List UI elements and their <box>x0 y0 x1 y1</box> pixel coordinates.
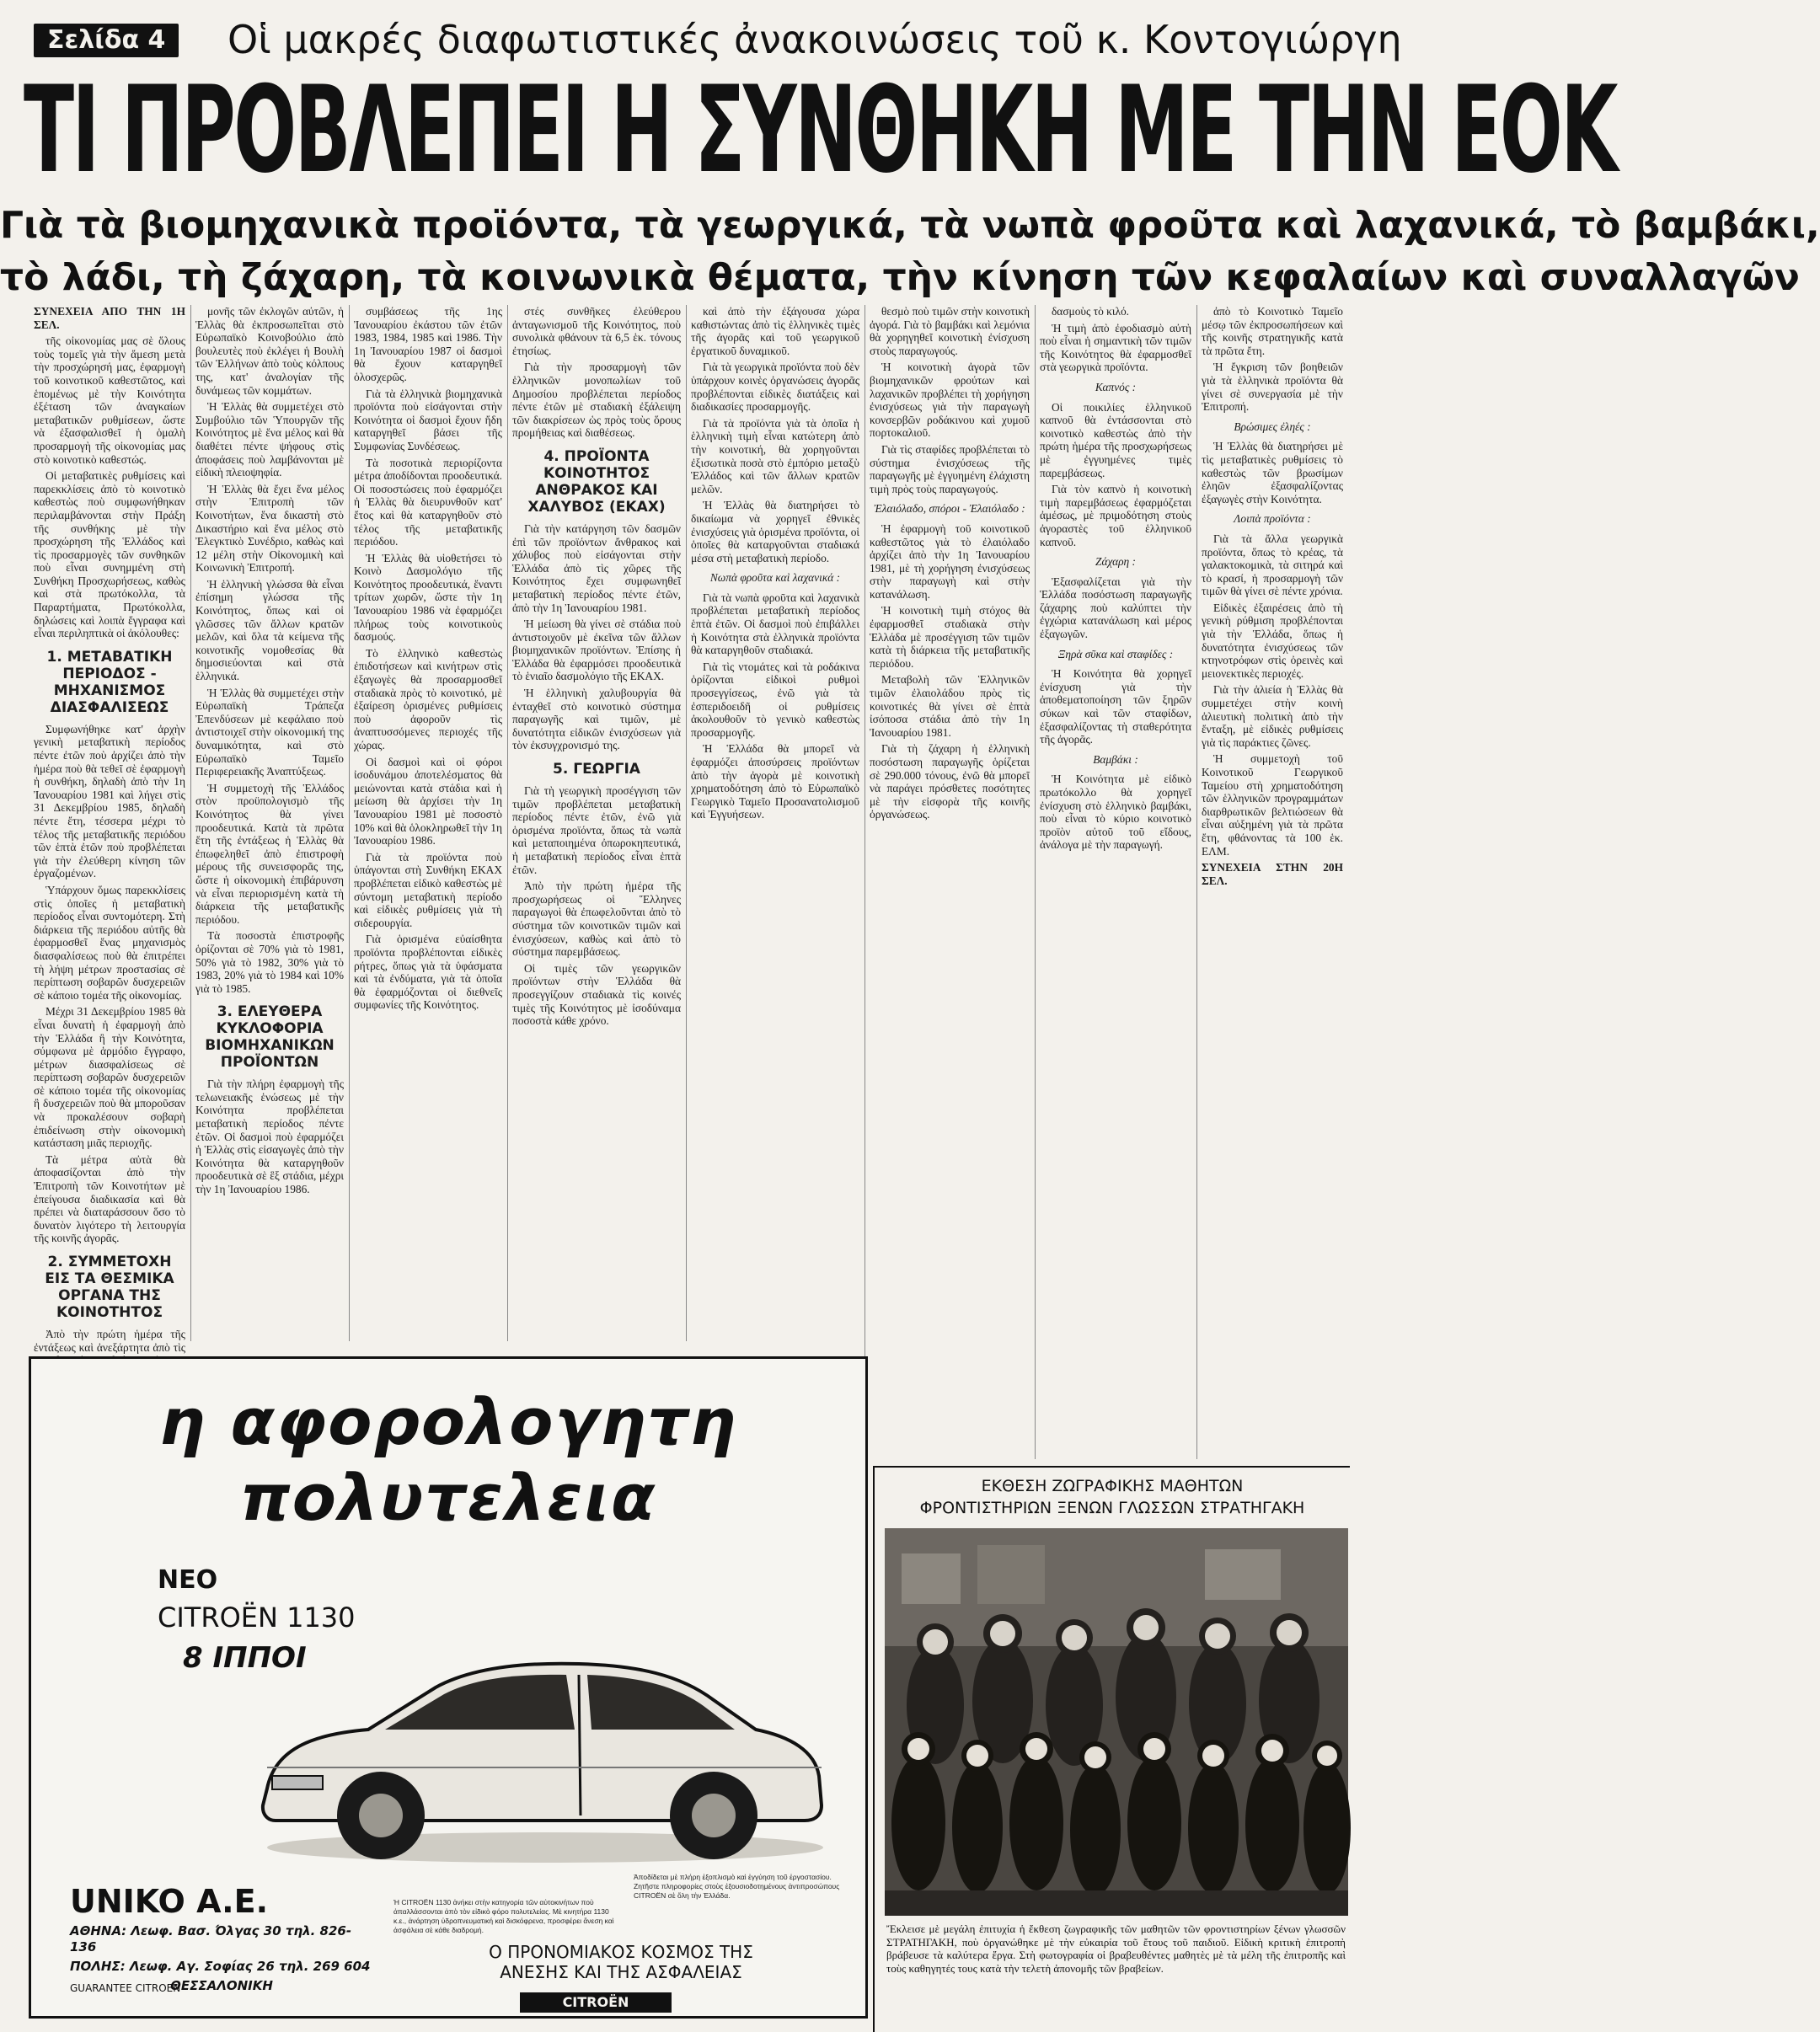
citroen-brand-bar: CITROËN <box>520 1992 672 2013</box>
paragraph: Ἡ Ἑλλὰς θὰ συμμετέχει στὴν Εὐρωπαϊκὴ Τράπεζα Ἐπενδύσεων μὲ κεφάλαιο ποὺ ἀντιστοιχεῖ στὴν οἰκονομική της δυναμικότητα, καὶ στὸ Εὐρωπαϊκὸ Ταμεῖο Περιφερειακῆς Ἀναπτύξεως. <box>195 686 344 778</box>
paragraph: Τὸ ἑλληνικὸ καθεστὼς ἐπιδοτήσεων καὶ κινήτρων στὶς ἐξαγωγὲς θὰ προσαρμοσθεῖ σταδιακὰ πρὸς τὸ κοινοτικό, μὲ ἐξαίρεση ὁρισμένες ρυθμίσεις ποὺ ἀφοροῦν τὶς ἀναπτυσσόμενες περιοχές τῆς χώρας. <box>354 646 502 751</box>
paragraph: Εἰδικὲς ἐξαιρέσεις ἀπὸ τὴ γενικὴ ρύθμιση προβλέπονται γιὰ τὴν Ἑλλάδα, ὅπως ἡ δυνατότητα ἐνισχύσεως τῶν κτηνοτρόφων στὶς ὀρεινὲς καὶ μειονεκτικὲς περιοχές. <box>1202 601 1343 680</box>
article-column-6 <box>870 305 1030 1459</box>
paragraph: Συμφωνήθηκε κατ' ἀρχὴν γενικὴ μεταβατικὴ περίοδος πέντε ἐτῶν ποὺ ἀρχίζει ἀπὸ τὴν ἡμέρα ποὺ θὰ τεθεῖ σὲ ἐφαρμογὴ ἡ συνθήκη, δηλαδὴ ἀπὸ τὴν 1η Ἰανουαρίου 1981 καὶ λήγει στὶς 31 Δεκεμβρίου 1985, δηλαδὴ πέντε ἔτη, τέσσερα μέχρι τὸ τέλος τῆς μεταβατικῆς περιόδου τῶν ἑπτὰ ἐτῶν ποὺ προβλέπεται γιὰ τὴν ἐλεύθερη κίνηση τῶν ἐργαζομένων. <box>34 722 185 880</box>
continuation-to-page-20: ΣΥΝΕΧΕΙΑ ΣΤΗΝ 20Η ΣΕΛ. <box>1202 861 1343 887</box>
dealer-name: UNIKO A.E. <box>70 1883 269 1920</box>
paragraph: Ἀπὸ τὴν πρώτη ἡμέρα τῆς ἐντάξεως καὶ ἀνεξάρτητα ἀπὸ τὶς <box>34 1328 185 1354</box>
paragraph: Ἡ Ἑλλάδα θὰ μπορεῖ νὰ ἐφαρμόζει ἀποσύρσεις προϊόντων ἀπὸ τὴν ἀγορὰ μὲ κοινοτικὴ χρηματοδότηση ἀπὸ τὸ Εὐρωπαϊκὸ Γεωργικὸ Ταμεῖο Προσανατολισμοῦ καὶ Ἐγγυήσεων. <box>691 742 859 821</box>
article-column-3 <box>354 305 502 1341</box>
guarantee-label: GUARANTEE CITROEN <box>70 1982 181 1994</box>
photo-title-line-1: ΕΚΘΕΣΗ ΖΩΓΡΑΦΙΚΗΣ ΜΑΘΗΤΩΝ <box>981 1477 1244 1495</box>
paragraph: Γιὰ τὰ προϊόντα ποὺ ὑπάγονται στὴ Συνθήκη ΕΚΑΧ προβλέπεται εἰδικὸ καθεστὼς μὲ σύντομη μεταβατικὴ περίοδο καὶ εἰδικὲς ρυθμίσεις γιὰ τὴ σιδερουργία. <box>354 850 502 929</box>
paragraph: ἀπὸ τὸ Κοινοτικὸ Ταμεῖο μέσῳ τῶν ἐκπροσωπήσεων καὶ τῆς κοινῆς στρατηγικῆς κατὰ τὰ πρῶτα ἔτη. <box>1202 305 1343 357</box>
subsection-heading: Ξηρὰ σῦκα καὶ σταφίδες : <box>1057 647 1174 660</box>
article-column-2 <box>195 305 344 1341</box>
paragraph: Γιὰ ὁρισμένα εὐαίσθητα προϊόντα προβλέπονται εἰδικὲς ρήτρες, ὅπως γιὰ τὰ ὑφάσματα καὶ τὰ ἐνδύματα, γιὰ τὰ ὁποῖα θὰ ἐφαρμόζονται οἱ διεθνεῖς συμφωνίες τῆς Κοινότητος. <box>354 933 502 1012</box>
paragraph: Ἡ Ἑλλὰς θὰ ἔχει ἕνα μέλος στὴν Ἐπιτροπὴ τῶν Κοινοτήτων, ἕνα δικαστὴ στὸ Δικαστήριο καὶ ἕνα μέλος στὸ Ἐλεγκτικὸ Συνέδριο, καθὼς καὶ 12 μέλη στὴν Οἰκονομικὴ καὶ Κοινωνικὴ Ἐπιτροπή. <box>195 482 344 575</box>
citroen-advertisement <box>29 1356 868 2019</box>
column-divider <box>1035 305 1036 1459</box>
column-divider <box>864 305 865 1459</box>
article-column-1 <box>34 305 185 1354</box>
paragraph: Γιὰ τὰ προϊόντα γιὰ τὰ ὁποῖα ἡ ἑλληνικὴ τιμὴ εἶναι κατώτερη ἀπὸ τὴν κοινοτική, θὰ χορηγοῦνται ἐξισωτικὰ ποσὰ στὸ ἐμπόριο μεταξὺ Ἑλλάδος καὶ τῶν ἄλλων κρατῶν μελῶν. <box>691 416 859 495</box>
ad-tagline-line-2: ΑΝΕΣΗΣ ΚΑΙ ΤΗΣ ΑΣΦΑΛΕΙΑΣ <box>500 1962 742 1982</box>
column-divider <box>686 305 687 1341</box>
paragraph: συμβάσεως τῆς 1ης Ἰανουαρίου ἐκάστου τῶν ἐτῶν 1983, 1984, 1985 καὶ 1986. Τὴν 1η Ἰανουαρίου 1987 οἱ δασμοὶ θὰ ἔχουν καταργηθεῖ ὁλοσχερῶς. <box>354 305 502 383</box>
ad-slogan-line-1: η αφορολογητη <box>159 1384 737 1459</box>
paragraph: Ἡ Κοινότητα μὲ εἰδικὸ πρωτόκολλο θὰ χορηγεῖ ἐνίσχυση στὸ ἑλληνικὸ βαμβάκι, ποὺ εἶναι τὸ κύριο κοινοτικὸ προϊὸν αὐτοῦ τοῦ εἴδους, ἀνάλογα μὲ τὴν παραγωγή. <box>1040 773 1191 852</box>
subsection-heading: Βρώσιμες ἐληές : <box>1234 420 1311 433</box>
paragraph: Ἐξασφαλίζεται γιὰ τὴν Ἑλλάδα ποσόστωση παραγωγῆς ζάχαρης ποὺ καλύπτει τὴν ἐγχώρια κατανάλωση καὶ μέρος ἐξαγωγῶν. <box>1040 575 1191 641</box>
paragraph: Γιὰ τὶς σταφίδες προβλέπεται τὸ σύστημα ἐνισχύσεως τῆς παραγωγῆς μὲ ἐγγυημένη ἐλάχιστη τιμὴ πρὸς τοὺς παραγωγούς. <box>870 442 1030 495</box>
article-column-5 <box>691 305 859 1341</box>
paragraph: Γιὰ τὴν προσαρμογὴ τῶν ἑλληνικῶν μονοπωλίων τοῦ Δημοσίου προβλέπεται περίοδος πέντε ἐτῶν μὲ σταδιακὴ ἐξάλειψη τῶν διακρίσεων ὡς πρὸς τοὺς ὅρους προμήθειας καὶ διαθέσεως. <box>512 361 681 440</box>
paragraph: Γιὰ τὴν πλήρη ἐφαρμογὴ τῆς τελωνειακῆς ἑνώσεως μὲ τὴν Κοινότητα προβλέπεται μεταβατικὴ περίοδος πέντε ἐτῶν. Οἱ δασμοὶ ποὺ ἐφαρμόζει ἡ Ἑλλὰς στὶς εἰσαγωγὲς ἀπὸ τὴν Κοινότητα θὰ καταργηθοῦν προοδευτικὰ σὲ ἓξ στάδια, μέχρι τὴν 1η Ἰανουαρίου 1986. <box>195 1077 344 1196</box>
paragraph: στές συνθῆκες ἐλεύθερου ἀνταγωνισμοῦ τῆς Κοινότητος, ποὺ συνολικὰ φθάνουν τὰ 6,5 ἑκ. τόνους ἐτησίως. <box>512 305 681 357</box>
ad-new-label: ΝΕΟ <box>158 1565 218 1595</box>
paragraph: τῆς οἰκονομίας μας σὲ ὅλους τοὺς τομεῖς γιὰ τὴν ἄμεση μετὰ τὴν προσχώρησή μας, ἐφαρμογὴ τοῦ κοινοτικοῦ καθεστῶτος, καὶ ἑπομένως μὲ τὴν Κοινότητα ἐξέταση τῶν ἀναγκαίων μεταβατικῶν ρυθμίσεων, ὥστε νὰ ἐξασφαλισθεῖ ἡ ὁμαλὴ προσαρμογὴ τῆς οἰκονομίας μας στὸ κοινοτικὸ καθεστώς. <box>34 334 185 466</box>
subsection-heading: Καπνός : <box>1095 380 1137 393</box>
paragraph: Μέχρι 31 Δεκεμβρίου 1985 θὰ εἶναι δυνατὴ ἡ ἐφαρμογὴ ἀπὸ τὴν Ἑλλάδα ἢ τὴν Κοινότητα, σύμφωνα μὲ ἁρμόδιο ἔγγραφο, μέτρων διασφαλίσεως σὲ περίπτωση σοβαρῶν δυσχερειῶν σὲ κάποιο τομέα τῆς οἰκονομίας ἢ δυσχερειῶν ποὺ θὰ μποροῦσαν νὰ προκαλέσουν σοβαρὴ ἐπιδείνωση στὴν οἰκονομικὴ κατάσταση μιᾶς περιοχῆς. <box>34 1005 185 1150</box>
paragraph: Τὰ μέτρα αὐτὰ θὰ ἀποφασίζονται ἀπὸ τὴν Ἐπιτροπὴ τῶν Κοινοτήτων μὲ ἐπείγουσα διαδικασία καὶ θὰ πρέπει νὰ διαταράσσουν ὅσο τὸ δυνατὸν λιγότερο τὴ λειτουργία τῆς κοινῆς ἀγορᾶς. <box>34 1152 185 1245</box>
column-divider <box>349 305 350 1341</box>
paragraph: Ἡ ἑλληνικὴ χαλυβουργία θὰ ἐνταχθεῖ στὸ κοινοτικὸ σύστημα παραγωγῆς καὶ τιμῶν, μὲ δυνατότητα εἰδικῶν ἐνισχύσεων γιὰ τὸν ἐκσυγχρονισμό της. <box>512 687 681 752</box>
paragraph: Οἱ μεταβατικὲς ρυθμίσεις καὶ παρεκκλίσεις ἀπὸ τὸ κοινοτικὸ καθεστὼς ποὺ συμφωνήθηκαν περιλαμβάνονται στὴν Πράξη τῆς συνθήκης μὲ τὴν προσχώρηση τῆς Ἑλλάδος καὶ τὶς προσαρμογὲς τῶν συνθηκῶν ποὺ εἶναι συνημμένη στὴ Συνθήκη Προσχωρήσεως, καθὼς καὶ στὰ πρωτόκολλα, τὰ Παραρτήματα, Πρωτόκολλα, δηλώσεις καὶ λοιπὰ ἔγγραφα καὶ εἶναι περιληπτικὰ οἱ ἀκόλουθες: <box>34 469 185 640</box>
article-column-7 <box>1040 305 1191 1459</box>
group-photo-illustration <box>885 1528 1348 1916</box>
dealer-block <box>70 1883 373 1994</box>
paragraph: μονῆς τῶν ἐκλογῶν αὐτῶν, ἡ Ἑλλὰς θὰ ἐκπροσωπεῖται στὸ Εὐρωπαϊκὸ Κοινοβούλιο ἀπὸ βουλευτὲς ποὺ ἐκλέγει ἡ Βουλὴ τῶν Ἑλλήνων ἀπὸ τοὺς κόλπους της, κατ' ἀναλογίαν τῆς δυνάμεως τῶν κομμάτων. <box>195 305 344 397</box>
paragraph: Γιὰ τὴ γεωργικὴ προσέγγιση τῶν τιμῶν προβλέπεται μεταβατικὴ περίοδος πέντε ἐτῶν, ἐνῶ γιὰ ὁρισμένα προϊόντα, ὅπως τὰ νωπὰ καὶ μεταποιημένα ὀπωροκηπευτικά, ἡ μεταβατικὴ περίοδος εἶναι ἑπτὰ ἐτῶν. <box>512 784 681 876</box>
paragraph: Γιὰ τὰ ἑλληνικὰ βιομηχανικὰ προϊόντα ποὺ εἰσάγονται στὴν Κοινότητα οἱ δασμοὶ ἔχουν ἤδη καταργηθεῖ βάσει τῆς Συμφωνίας Συνδέσεως. <box>354 387 502 452</box>
article-column-4 <box>512 305 681 1341</box>
dealer-city: ΘΕΣΣΑΛΟΝΙΚΗ <box>170 1978 273 1993</box>
ad-tagline-line-1: Ο ΠΡΟΝΟΜΙΑΚΟΣ ΚΟΣΜΟΣ ΤΗΣ <box>489 1942 753 1962</box>
paragraph: Ἡ συμμετοχὴ τοῦ Κοινοτικοῦ Γεωργικοῦ Ταμείου στὴ χρηματοδότηση τῶν ἑλληνικῶν προγραμμάτων διαρθρωτικῶν βελτιώσεων θὰ εἶναι αὐξημένη γιὰ τὰ πρῶτα ἔτη, φθάνοντας τὰ 100 ἑκ. ΕΛΜ. <box>1202 752 1343 858</box>
page-number-tag: Σελίδα 4 <box>34 24 179 57</box>
section-heading: 2. ΣΥΜΜΕΤΟΧΗ ΕΙΣ ΤΑ ΘΕΣΜΙΚΑ ΟΡΓΑΝΑ ΤΗΣ ΚΟΙΝΟΤΗΤΟΣ <box>45 1254 174 1321</box>
paragraph: Μεταβολὴ τῶν Ἑλληνικῶν τιμῶν ἐλαιολάδου πρὸς τὶς κοινοτικές θὰ γίνει σὲ ἑπτὰ ἰσόποσα στάδια ἀπὸ τὴν 1η Ἰανουαρίου 1981. <box>870 673 1030 739</box>
paragraph: δασμοὺς τὸ κιλό. <box>1052 305 1130 318</box>
paragraph: Ἡ Ἑλλὰς θὰ διατηρήσει τὸ δικαίωμα νὰ χορηγεῖ ἐθνικὲς ἐνισχύσεις γιὰ ὁρισμένα προϊόντα, οἱ ὁποῖες θὰ καταργοῦνται σταδιακά μέσα στὴ μεταβατικὴ περίοδο. <box>691 499 859 564</box>
paragraph: Ἡ Κοινότητα θὰ χορηγεῖ ἐνίσχυση γιὰ τὴν ἀποθεματοποίηση τῶν ξηρῶν σύκων καὶ τῶν σταφίδων, ἐξασφαλίζοντας τὴ σταθερότητα τῆς ἀγορᾶς. <box>1040 667 1191 746</box>
paragraph: Γιὰ τὰ νωπὰ φροῦτα καὶ λαχανικὰ προβλέπεται μεταβατικὴ περίοδος ἑπτὰ ἐτῶν. Οἱ δασμοὶ ποὺ ἐπιβάλλει ἡ Κοινότητα στὰ ἑλληνικὰ προϊόντα θὰ καταργηθοῦν σταδιακά. <box>691 591 859 657</box>
dealer-address-2: ΠΟΛΗΣ: Λεωφ. Αγ. Σοφίας 26 τηλ. 269 604 <box>70 1959 371 1974</box>
subheadline-line-2: τὸ λάδι, τὴ ζάχαρη, τὰ κοινωνικὰ θέματα, τὴν κίνηση τῶν κεφαλαίων καὶ συναλλαγῶν <box>0 256 1800 299</box>
paragraph: Οἱ ποικιλίες ἑλληνικοῦ καπνοῦ θὰ ἐντάσσονται στὸ κοινοτικὸ καθεστὼς ἀπὸ τὴν πρώτη ἡμέρα τῆς προσχωρήσεως μὲ ἐγγυημένες τιμὲς παρεμβάσεως. <box>1040 400 1191 479</box>
section-heading: 1. ΜΕΤΑΒΑΤΙΚΗ ΠΕΡΙΟΔΟΣ - ΜΗΧΑΝΙΣΜΟΣ ΔΙΑΣΦΑΛΙΣΕΩΣ <box>46 648 173 716</box>
subsection-heading: Νωπὰ φροῦτα καὶ λαχανικά : <box>709 571 841 585</box>
subsection-heading: Ζάχαρη : <box>1095 555 1136 569</box>
dealer-address-1: ΑΘΗΝΑ: Λεωφ. Βασ. Όλγας 30 τηλ. 826-136 <box>70 1923 352 1954</box>
column-divider <box>190 305 191 1341</box>
paragraph: Γιὰ τὴν κατάργηση τῶν δασμῶν ἐπὶ τῶν προϊόντων ἄνθρακος καὶ χάλυβος ποὺ εἰσάγονται στὴν Ἑλλάδα ἀπὸ τὶς χῶρες τῆς Κοινότητος ἔχει συμφωνηθεῖ μεταβατικὴ περίοδος πέντε ἐτῶν, ἀπὸ τὴν 1η Ἰανουαρίου 1981. <box>512 521 681 614</box>
paragraph: Ἡ Ἑλλὰς θὰ συμμετέχει στὸ Συμβούλιο τῶν Ὑπουργῶν τῆς Κοινότητος μὲ ἕνα μέλος καὶ θὰ διαθέτει πέντε ψήφους στὶς ἀποφάσεις ποὺ λαμβάνονται μὲ εἰδικὴ πλειοψηφία. <box>195 400 344 479</box>
article-column-8 <box>1202 305 1343 1459</box>
group-photo <box>885 1528 1348 1916</box>
paragraph: Ἀπὸ τὴν πρώτη ἡμέρα τῆς προσχωρήσεως οἱ Ἕλληνες παραγωγοὶ θὰ ἐπωφελοῦνται ἀπὸ τὸ σύστημα τῶν κοινοτικῶν τιμῶν καὶ ἐνισχύσεων, καθὼς καὶ ἀπὸ τὸ σύστημα παρεμβάσεως. <box>512 880 681 959</box>
ad-horsepower: 8 ΙΠΠΟΙ <box>183 1641 307 1675</box>
paragraph: Ἡ ἔγκριση τῶν βοηθειῶν γιὰ τὰ ἑλληνικὰ προϊόντα θὰ γίνει σὲ συνεργασία μὲ τὴν Ἐπιτροπή. <box>1202 361 1343 414</box>
photo-caption: Ἔκλεισε μὲ μεγάλη ἐπιτυχία ἡ ἔκθεση ζωγραφικῆς τῶν μαθητῶν τῶν φροντιστηρίων ξένων γλωσσῶν ΣΤΡΑΤΗΓΑΚΗ, ποὺ ὀργανώθηκε μὲ τὴν εὐκαιρία τοῦ ἔτους τοῦ παιδιοῦ. Εἰδικὴ κριτικὴ ἐπιτροπὴ βράβευσε τὰ καλύτερα ἔργα. Στὴ φωτογραφία οἱ βραβευθέντες μαθητὲς μὲ τὰ μέλη τῆς ἐπιτροπῆς καὶ τοὺς καθηγητές τους κατὰ τὴν τελετὴ ἀπονομῆς τῶν βραβείων. <box>886 1922 1346 1975</box>
paragraph: Γιὰ τὰ γεωργικὰ προϊόντα ποὺ δὲν ὑπάρχουν κοινὲς ὀργανώσεις ἀγορᾶς προβλέπονται εἰδικὲς διατάξεις καὶ διαδικασίες προσαρμογῆς. <box>691 361 859 414</box>
paragraph: Γιὰ τὴ ζάχαρη ἡ ἑλληνικὴ ποσόστωση παραγωγῆς ὁρίζεται σὲ 290.000 τόνους, ἐνῶ θὰ μπορεῖ νὰ παράγει πρόσθετες ποσότητες μὲ τὴν εἰσφορὰ τῆς κοινῆς ὀργανώσεως. <box>870 742 1030 821</box>
paragraph: Ἡ κοινοτικὴ ἀγορὰ τῶν βιομηχανικῶν φρούτων καὶ λαχανικῶν προβλέπει τὴ χορήγηση ἐνισχύσεως γιὰ τὴν παραγωγὴ κονσερβῶν ροδάκινου καὶ χυμοῦ πορτοκαλιοῦ. <box>870 361 1030 440</box>
paragraph: Γιὰ τὸν καπνὸ ἡ κοινοτικὴ τιμὴ παρεμβάσεως ἐφαρμόζεται ἀμέσως, μὲ πριμοδότηση στοὺς ἀγοραστὲς τοῦ ἑλληνικοῦ καπνοῦ. <box>1040 483 1191 548</box>
section-heading: 3. ΕΛΕΥΘΕΡΑ ΚΥΚΛΟΦΟΡΙΑ ΒΙΟΜΗΧΑΝΙΚΩΝ ΠΡΟΪΟΝΤΩΝ <box>205 1003 335 1072</box>
paragraph: Τὰ ποσοστὰ ἐπιστροφῆς ὁρίζονται σὲ 70% γιὰ τὸ 1981, 50% γιὰ τὸ 1982, 30% γιὰ τὸ 1983, 20% γιὰ τὸ 1984 καὶ 10% γιὰ τὸ 1985. <box>195 929 344 995</box>
paragraph: Οἱ δασμοὶ καὶ οἱ φόροι ἰσοδυνάμου ἀποτελέσματος θὰ μειώνονται κατὰ στάδια καὶ ἡ μείωση θὰ ἀρχίσει τὴν 1η Ἰανουαρίου 1981 μὲ ποσοστὸ 10% καὶ θὰ ὁλοκληρωθεῖ τὴν 1η Ἰανουαρίου 1986. <box>354 755 502 848</box>
photo-feature <box>873 1466 1350 2032</box>
subheadline-line-1: Γιὰ τὰ βιομηχανικὰ προϊόντα, τὰ γεωργικά, τὰ νωπὰ φροῦτα καὶ λαχανικά, τὸ βαμβάκι, <box>0 204 1820 247</box>
paragraph: Ἡ Ἑλλὰς θὰ υἱοθετήσει τὸ Κοινὸ Δασμολόγιο τῆς Κοινότητος προοδευτικά, ἔναντι τρίτων χωρῶν, ὥστε τὴν 1η Ἰανουαρίου 1986 νὰ ἐφαρμόζει πλήρως τοὺς κοινοτικοὺς δασμούς. <box>354 551 502 644</box>
section-heading: 5. ΓΕΩΡΓΙΑ <box>553 761 640 778</box>
paragraph: Γιὰ τὰ ἄλλα γεωργικὰ προϊόντα, ὅπως τὸ κρέας, τὰ γαλακτοκομικὰ, τὰ σιτηρά καὶ τὸ κρασί, ἡ προσαρμογὴ τῶν τιμῶν θὰ γίνει σὲ πέντε χρόνια. <box>1202 532 1343 598</box>
paragraph: καὶ ἀπὸ τὴν ἐξάγουσα χώρα καθιστώντας ἀπὸ τὶς ἑλληνικὲς τιμὲς τῆς ἀγορᾶς καὶ τοῦ γεωργικοῦ ἐργατικοῦ δυναμικοῦ. <box>691 305 859 357</box>
column-divider <box>1196 305 1197 1459</box>
ad-slogan-line-2: πολυτελεια <box>239 1460 657 1535</box>
paragraph: Ἡ ἐφαρμογὴ τοῦ κοινοτικοῦ καθεστῶτος γιὰ τὸ ἐλαιόλαδο ἀρχίζει ἀπὸ τὴν 1η Ἰανουαρίου 1981, μὲ τὴ χορήγηση ἐνισχύσεως στὴν παραγωγὴ καὶ στὴν κατανάλωση. <box>870 521 1030 601</box>
subsection-heading: Λοιπὰ προϊόντα : <box>1234 512 1311 526</box>
paragraph: Ἡ κοινοτικὴ τιμὴ στόχος θὰ ἐφαρμοσθεῖ σταδιακὰ στὴν Ἑλλάδα μὲ προσέγγιση τῶν τιμῶν κατὰ τὴ διάρκεια τῆς μεταβατικῆς περιόδου. <box>870 604 1030 670</box>
paragraph: Τὰ ποσοτικὰ περιορίζοντα μέτρα ἀποδίδονται προοδευτικά. Οἱ ποσοστώσεις ποὺ ἐφαρμόζει ἡ Ἑλλὰς θὰ διευρυνθοῦν κατ' ἔτος καὶ θὰ καταργηθοῦν στὸ τέλος τῆς μεταβατικῆς περιόδου. <box>354 456 502 548</box>
continuation-from-page-1: ΣΥΝΕΧΕΙΑ ΑΠΟ ΤΗΝ 1Η ΣΕΛ. <box>34 305 185 331</box>
paragraph: Γιὰ τὶς ντομάτες καὶ τὰ ροδάκινα ὁρίζονται εἰδικοὶ ρυθμοὶ προσεγγίσεως, ἐνῶ γιὰ τὰ ἐσπεριδοειδῆ οἱ ρυθμίσεις ἀκολουθοῦν τὸ γενικὸ καθεστὼς προσαρμογῆς. <box>691 660 859 739</box>
paragraph: Ἡ συμμετοχὴ τῆς Ἑλλάδος στὸν προϋπολογισμὸ τῆς Κοινότητος θὰ γίνει προοδευτικά. Κατὰ τὰ πρῶτα ἔτη τῆς ἐντάξεως ἡ Ἑλλὰς θὰ ἐπωφεληθεῖ ἀπὸ ἐπιστροφὴ μέρους τῆς συνεισφορᾶς της, ὥστε ἡ οἰκονομικὴ ἐπιβάρυνση νὰ εἶναι περιορισμένη κατὰ τὴ διάρκεια τῆς μεταβατικῆς περιόδου. <box>195 781 344 926</box>
ad-car-model: CITROËN 1130 <box>158 1602 356 1634</box>
paragraph: Ἡ Ἑλλὰς θὰ διατηρήσει μὲ τὶς μεταβατικὲς ρυθμίσεις τὸ καθεστὼς τῶν βρωσίμων ἐληῶν ἐξασφαλίζοντας ἐξαγωγὲς στὴν Κοινότητα. <box>1202 440 1343 505</box>
paragraph: Ἡ ἑλληνικὴ γλώσσα θὰ εἶναι ἐπίσημη γλώσσα τῆς Κοινότητος, ὅπως καὶ οἱ γλῶσσες τῶν ἄλλων κρατῶν μελῶν, καὶ ὅλα τὰ κείμενα τῆς κοινοτικῆς νομοθεσίας θὰ δημοσιεύονται καὶ στὰ ἑλληνικά. <box>195 577 344 683</box>
paragraph: Ὑπάρχουν ὅμως παρεκκλίσεις στὶς ὁποῖες ἡ μεταβατικὴ περίοδος εἶναι συντομότερη. Στὴ διάρκεια τῆς περιόδου αὐτῆς θὰ ἐφαρμοσθεῖ ἕνας μηχανισμὸς διασφαλίσεως ποὺ θὰ ἐπιτρέπει τὴ λήψη μέτρων προστασίας σὲ περίπτωση σοβαρῶν δυσχερειῶν σὲ κάποιο τομέα τῆς οἰκονομίας. <box>34 883 185 1002</box>
ad-fine-print-1: Ἡ CITROËN 1130 ἀνήκει στὴν κατηγορία τῶν αὐτοκινήτων ποὺ ἀπαλλάσσονται ἀπὸ τὸν εἰδικὸ φόρο πολυτελείας. Μὲ κινητήρα 1130 κ.ε., ἀνάρτηση ὑδροπνευματική καὶ δισκόφρενα, προσφέρει ἄνεση καὶ ἀσφάλεια σὲ κάθε διαδρομή. <box>393 1898 614 1934</box>
headline-kicker: Οἱ μακρές διαφωτιστικές ἀνακοινώσεις τοῦ κ. Κοντογιώργη <box>228 17 1402 62</box>
paragraph: Γιὰ τὴν ἁλιεία ἡ Ἑλλὰς θὰ συμμετέχει στὴν κοινὴ ἁλιευτικὴ πολιτικὴ ἀπὸ τὴν ἔνταξη, μὲ εἰδικὲς ρυθμίσεις γιὰ τὶς παράκτιες ζῶνες. <box>1202 683 1343 749</box>
column-divider <box>507 305 508 1341</box>
main-headline: ΤΙ ΠΡΟΒΛΕΠΕΙ Η ΣΥΝΘΗΚΗ ΜΕ ΤΗΝ ΕΟΚ <box>24 61 1616 200</box>
subsection-heading: Ἐλαιόλαδο, σπόροι - Ἐλαιόλαδο : <box>874 502 1025 516</box>
ad-tagline <box>385 1942 857 1982</box>
car-illustration <box>242 1595 832 1873</box>
ad-fine-print-2: Ἀποδίδεται μὲ πλήρη ἐξοπλισμὸ καὶ ἐγγύηση τοῦ ἐργοστασίου. Ζητῆστε πληροφορίες στοὺς ἐξουσιοδοτημένους ἀντιπροσώπους CITROËN σὲ ὅλη τὴν Ἑλλάδα. <box>634 1873 840 1900</box>
photo-title-line-2: ΦΡΟΝΤΙΣΤΗΡΙΩΝ ΞΕΝΩΝ ΓΛΩΣΣΩΝ ΣΤΡΑΤΗΓΑΚΗ <box>919 1499 1305 1517</box>
subsection-heading: Βαμβάκι : <box>1093 752 1138 766</box>
paragraph: θεσμὸ ποὺ τιμῶν στὴν κοινοτικὴ ἀγορά. Γιὰ τὸ βαμβάκι καὶ λεμόνια θὰ χορηγηθεῖ κοινοτικὴ ἐνίσχυση στοὺς παραγωγούς. <box>870 305 1030 357</box>
section-heading: 4. ΠΡΟΪΟΝΤΑ ΚΟΙΝΟΤΗΤΟΣ ΑΝΘΡΑΚΟΣ ΚΑΙ ΧΑΛΥΒΟΣ (ΕΚΑΧ) <box>527 447 666 516</box>
paragraph: Ἡ μείωση θὰ γίνει σὲ στάδια ποὺ ἀντιστοιχοῦν μὲ ἐκεῖνα τῶν ἄλλων βιομηχανικῶν προϊόντων. Ἐπίσης ἡ Ἑλλάδα θὰ ἐφαρμόσει προοδευτικὰ τὸ ἑνιαῖο δασμολόγιο τῆς ΕΚΑΧ. <box>512 618 681 683</box>
paragraph: Οἱ τιμὲς τῶν γεωργικῶν προϊόντων στὴν Ἑλλάδα θὰ προσεγγίζουν σταδιακὰ τὶς κοινές τιμὲς τῆς Κοινότητος μὲ ἰσοδύναμα ποσοστὰ κάθε χρόνο. <box>512 961 681 1028</box>
paragraph: Ἡ τιμὴ ἀπὸ ἐφοδιασμὸ αὐτὴ ποὺ εἶναι ἡ σημαντικὴ τῶν τιμῶν τῆς Κοινότητος θὰ ἐφαρμοσθεῖ στὰ γεωργικὰ προϊόντα. <box>1040 321 1191 374</box>
